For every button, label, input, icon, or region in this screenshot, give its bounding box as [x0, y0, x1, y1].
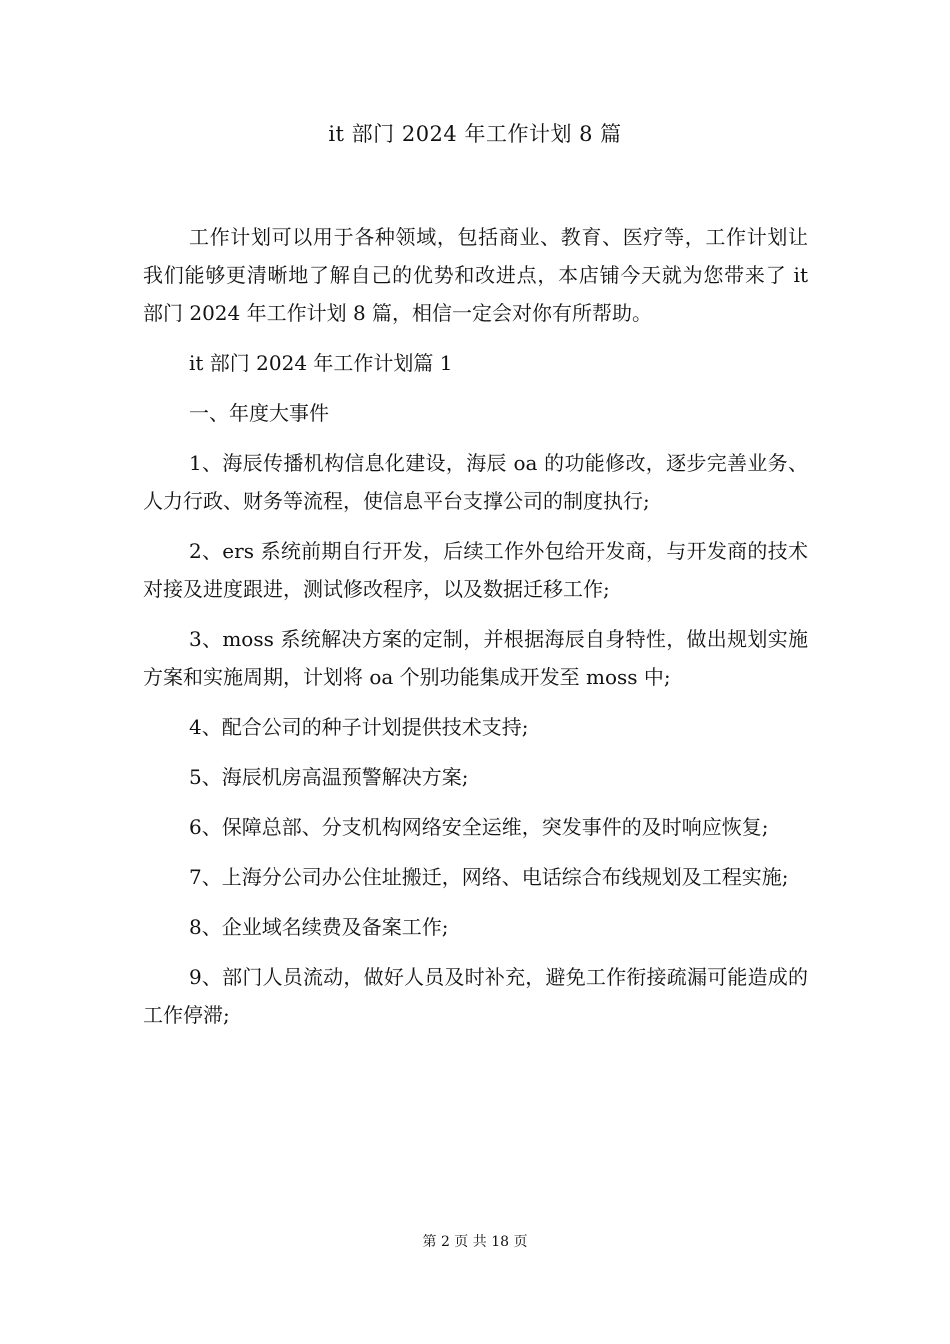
document-body — [143, 218, 808, 1046]
list-item: 7、上海分公司办公住址搬迁，网络、电话综合布线规划及工程实施; — [189, 865, 789, 889]
list-item: 1、海辰传播机构信息化建设，海辰 oa 的功能修改，逐步完善业务、人力行政、财务等流程，使信息平台支撑公司的制度执行; — [143, 451, 808, 513]
list-item: 2、ers 系统前期自行开发，后续工作外包给开发商，与开发商的技术对接及进度跟进，测试修改程序，以及数据迁移工作; — [143, 539, 808, 601]
list-item: 8、企业域名续费及备案工作; — [189, 915, 449, 939]
list-item: 6、保障总部、分支机构网络安全运维，突发事件的及时响应恢复; — [189, 815, 769, 839]
page-number-footer: 第 2 页 共 18 页 — [422, 1234, 528, 1250]
list-item: 4、配合公司的种子计划提供技术支持; — [189, 715, 529, 739]
section-heading: it 部门 2024 年工作计划篇 1 — [189, 351, 453, 375]
subsection-heading: 一、年度大事件 — [189, 401, 329, 425]
paragraph-intro: 工作计划可以用于各种领域，包括商业、教育、医疗等，工作计划让我们能够更清晰地了解自己的优势和改进点，本店铺今天就为您带来了 it 部门 2024 年工作计划 8 篇，相信一定会对你有所帮助。 — [143, 225, 808, 325]
list-item: 5、海辰机房高温预警解决方案; — [189, 765, 469, 789]
list-item: 9、部门人员流动，做好人员及时补充，避免工作衔接疏漏可能造成的工作停滞; — [143, 965, 808, 1027]
document-title: it 部门 2024 年工作计划 8 篇 — [328, 122, 622, 146]
list-item: 3、moss 系统解决方案的定制，并根据海辰自身特性，做出规划实施方案和实施周期，计划将 oa 个别功能集成开发至 moss 中; — [143, 627, 808, 689]
